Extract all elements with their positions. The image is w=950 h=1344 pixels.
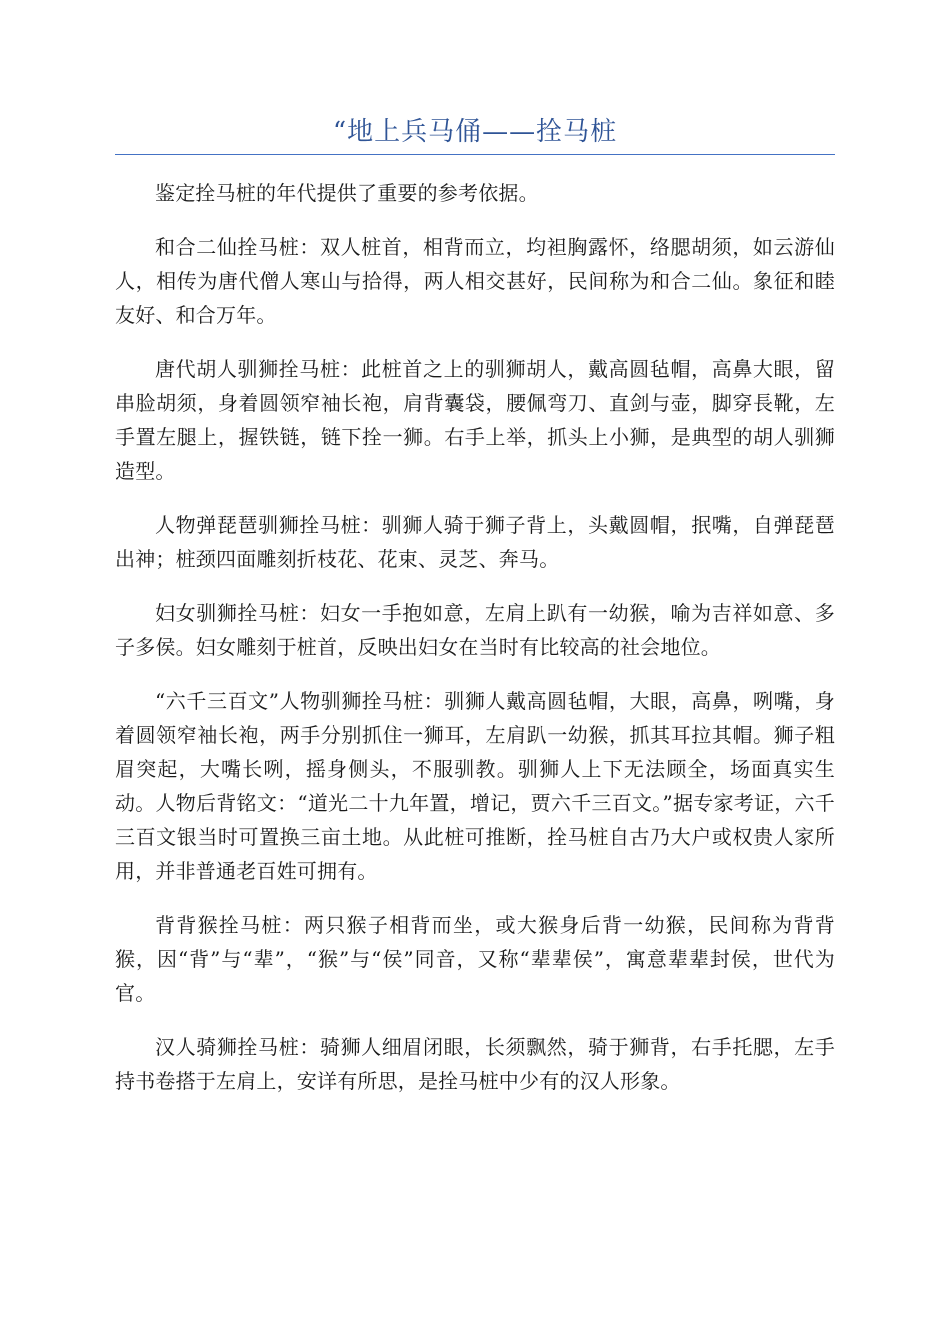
document-title: “地上兵马俑——拴马桩 [332, 117, 618, 147]
paragraph-funv: 妇女驯狮拴马桩：妇女一手抱如意，左肩上趴有一幼猴，喻为吉祥如意、多子多侯。妇女雕刻于桩首，反映出妇女在当时有比较高的社会地位。 [115, 601, 835, 659]
title-underline [115, 154, 835, 155]
paragraph-liuqian-sanbai-wen: “六千三百文”人物驯狮拴马桩：驯狮人戴高圆毡帽，大眼，高鼻，咧嘴，身着圆领窄袖长袍，两手分别抓住一狮耳，左肩趴一幼猴，抓其耳拉其帽。狮子粗眉突起，大嘴长咧，摇身侧头，不服驯教。驯狮人上下无法顾全，场面真实生动。人物后背铭文：“道光二十九年置，增记，贾六千三百文。”据专家考证，六千三百文银当时可置换三亩土地。从此桩可推断，拴马桩自古乃大户或权贵人家所用，并非普通老百姓可拥有。 [115, 689, 835, 883]
paragraph-tang-hu-ren: 唐代胡人驯狮拴马桩：此桩首之上的驯狮胡人，戴高圆毡帽，高鼻大眼，留串脸胡须，身着圆领窄袖长袍，肩背囊袋，腰佩弯刀、直剑与壶，脚穿長靴，左手置左腿上，握铁链，链下拴一狮。右手上举，抓头上小狮，是典型的胡人驯狮造型。 [115, 357, 835, 483]
paragraph-han-ren: 汉人骑狮拴马桩：骑狮人细眉闭眼，长须飘然，骑于狮背，右手托腮，左手持书卷搭于左肩上，安详有所思，是拴马桩中少有的汉人形象。 [115, 1035, 835, 1093]
document-body [115, 176, 835, 1118]
paragraph-beibei-hou: 背背猴拴马桩：两只猴子相背而坐，或大猴身后背一幼猴，民间称为背背猴，因“背”与“辈”，“猴”与“侯”同音，又称“辈辈侯”，寓意辈辈封侯，世代为官。 [115, 913, 835, 1005]
paragraph-hehe-erxian: 和合二仙拴马桩：双人桩首，相背而立，均袒胸露怀，络腮胡须，如云游仙人，相传为唐代僧人寒山与拾得，两人相交甚好，民间称为和合二仙。象征和睦友好、和合万年。 [115, 235, 835, 327]
paragraph-pipa: 人物弹琵琶驯狮拴马桩：驯狮人骑于狮子背上，头戴圆帽，抿嘴，自弹琵琶出神；桩颈四面雕刻折枝花、花束、灵芝、奔马。 [115, 513, 835, 571]
paragraph-intro: 鉴定拴马桩的年代提供了重要的参考依据。 [155, 181, 539, 205]
